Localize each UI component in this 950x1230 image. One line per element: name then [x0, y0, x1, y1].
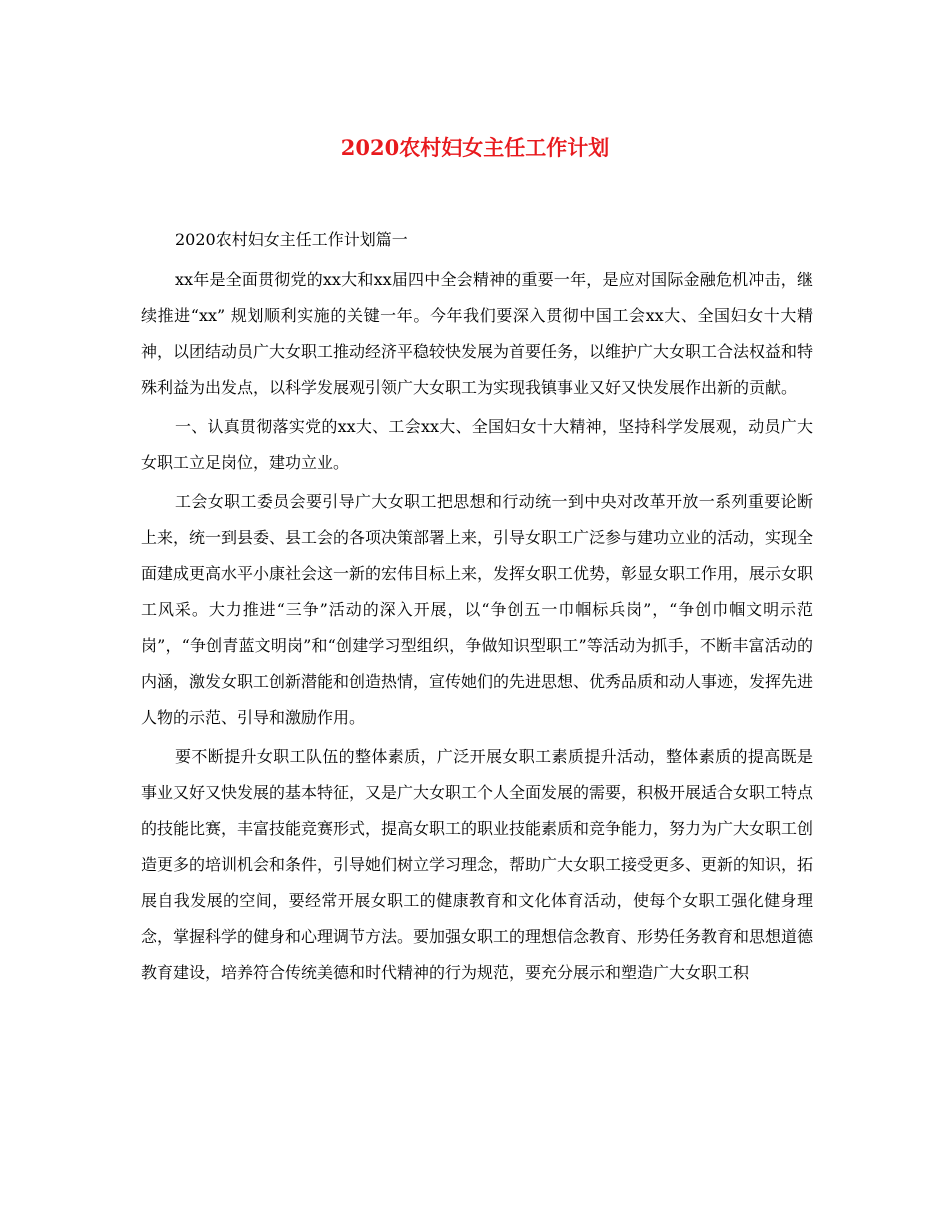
- paragraph-intro: xx年是全面贯彻党的xx大和xx届四中全会精神的重要一年，是应对国际金融危机冲击，继续推进“xx” 规划顺利实施的关键一年。今年我们要深入贯彻中国工会xx大、全国妇女十大精神，以团结动员广大女职工推动经济平稳较快发展为首要任务，以维护广大女职工合法权益和特殊利益为出发点，以科学发展观引领广大女职工为实现我镇事业又好又快发展作出新的贡献。: [141, 270, 814, 397]
- paragraph-union-committee: 工会女职工委员会要引导广大女职工把思想和行动统一到中央对改革开放一系列重要论断上来，统一到县委、县工会的各项决策部署上来，引导女职工广泛参与建功立业的活动，实现全面建成更高水平小康社会这一新的宏伟目标上来，发挥女职工优势，彰显女职工作用，展示女职工风采。大力推进“三争”活动的深入开展，以“争创五一巾帼标兵岗”，“争创巾帼文明示范岗”，“争创青蓝文明岗”和“创建学习型组织，争做知识型职工”等活动为抓手，不断丰富活动的内涵，激发女职工创新潜能和创造热情，宣传她们的先进思想、优秀品质和动人事迹，发挥先进人物的示范、引导和激励作用。: [141, 492, 814, 727]
- section-subheading: 2020农村妇女主任工作计划篇一: [175, 230, 408, 249]
- paragraph-section-one-heading: 一、认真贯彻落实党的xx大、工会xx大、全国妇女十大精神，坚持科学发展观，动员广大女职工立足岗位，建功立业。: [141, 417, 813, 472]
- paragraph-quality-improvement: 要不断提升女职工队伍的整体素质，广泛开展女职工素质提升活动，整体素质的提高既是事业又好又快发展的基本特征，又是广大女职工个人全面发展的需要，积极开展适合女职工特点的技能比赛，丰富技能竞赛形式，提高女职工的职业技能素质和竞争能力，努力为广大女职工创造更多的培训机会和条件，引导她们树立学习理念，帮助广大女职工接受更多、更新的知识，拓展自我发展的空间，要经常开展女职工的健康教育和文化体育活动，使每个女职工强化健身理念，掌握科学的健身和心理调节方法。要加强女职工的理想信念教育、形势任务教育和思想道德教育建设，培养符合传统美德和时代精神的行为规范，要充分展示和塑造广大女职工积: [141, 747, 814, 982]
- document-title: 2020农村妇女主任工作计划: [340, 135, 610, 160]
- document-body: [141, 222, 813, 994]
